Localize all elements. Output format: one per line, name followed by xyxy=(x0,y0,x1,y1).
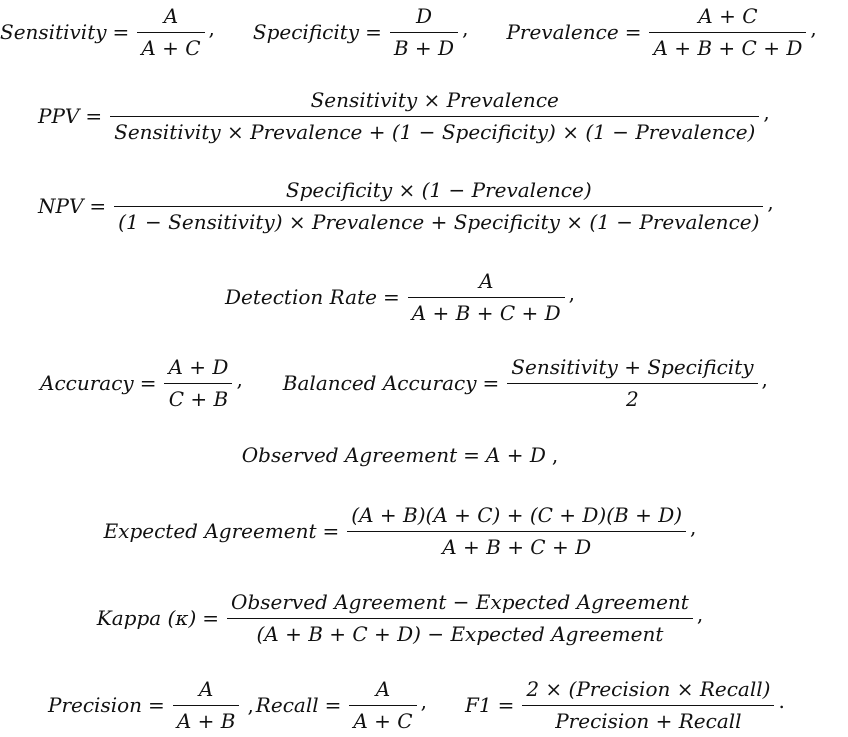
detection-rate-lhs: Detection Rate xyxy=(224,285,377,309)
observed-agreement-rhs: A + D xyxy=(485,443,546,467)
comma: , xyxy=(247,693,254,717)
expected-agreement-denominator: A + B + C + D xyxy=(442,534,592,559)
sensitivity-denominator: A + C xyxy=(141,35,201,60)
equals-sign: = xyxy=(365,20,382,44)
ppv-fraction xyxy=(110,89,759,144)
expected-agreement-fraction xyxy=(347,504,686,559)
ppv-lhs: PPV xyxy=(38,104,80,128)
recall-denominator: A + C xyxy=(353,708,413,733)
observed-agreement-formula xyxy=(242,445,558,465)
precision-fraction xyxy=(173,678,240,733)
comma: , xyxy=(462,15,469,40)
equals-sign: = xyxy=(463,443,480,467)
balanced-accuracy-fraction xyxy=(507,356,757,411)
comma: , xyxy=(420,688,427,713)
equation-row-1 xyxy=(0,0,817,64)
prevalence-formula xyxy=(506,5,816,60)
recall-formula xyxy=(247,678,427,733)
accuracy-fraction xyxy=(164,356,232,411)
prevalence-numerator: A + C xyxy=(698,3,758,28)
specificity-numerator: D xyxy=(415,3,432,28)
equals-sign: = xyxy=(624,20,642,44)
prevalence-lhs: Prevalence xyxy=(506,20,619,44)
sensitivity-lhs: Sensitivity xyxy=(0,20,107,44)
ppv-numerator: Sensitivity × Prevalence xyxy=(310,87,559,112)
prevalence-denominator: A + B + C + D xyxy=(653,35,803,60)
equals-sign: = xyxy=(324,693,342,717)
kappa-lhs: Kappa (κ) xyxy=(96,606,197,630)
npv-denominator: (1 − Sensitivity) × Prevalence + Specificity × (1 − Prevalence) xyxy=(118,209,760,234)
kappa-numerator: Observed Agreement − Expected Agreement xyxy=(231,589,689,614)
equals-sign: = xyxy=(382,285,400,309)
recall-lhs: Recall xyxy=(255,693,319,717)
balanced-accuracy-lhs: Balanced Accuracy xyxy=(282,371,477,395)
comma: , xyxy=(551,443,559,467)
detection-rate-fraction xyxy=(408,270,565,325)
equals-sign: = xyxy=(148,693,165,717)
equals-sign: = xyxy=(89,194,107,218)
accuracy-denominator: C + B xyxy=(168,386,229,411)
f1-numerator: 2 × (Precision × Recall) xyxy=(526,676,771,701)
kappa-denominator: (A + B + C + D) − Expected Agreement xyxy=(256,621,664,646)
precision-formula xyxy=(48,678,241,733)
detection-rate-denominator: A + B + C + D xyxy=(411,300,561,325)
comma: , xyxy=(767,189,774,214)
comma: , xyxy=(690,514,697,539)
sensitivity-numerator: A xyxy=(163,3,179,28)
precision-denominator: A + B xyxy=(176,708,236,733)
equals-sign: = xyxy=(112,20,130,44)
npv-formula xyxy=(38,179,774,234)
equation-row-expected-agreement xyxy=(0,499,800,563)
comma: , xyxy=(236,366,243,391)
accuracy-formula xyxy=(40,356,243,411)
comma: , xyxy=(568,280,575,305)
kappa-formula xyxy=(97,591,703,646)
f1-denominator: Precision + Recall xyxy=(555,708,742,733)
equation-row-precision-recall-f1 xyxy=(0,673,848,737)
detection-rate-formula xyxy=(225,270,575,325)
comma: , xyxy=(810,15,817,40)
specificity-formula xyxy=(253,5,469,60)
accuracy-numerator: A + D xyxy=(168,354,229,379)
observed-agreement-lhs: Observed Agreement xyxy=(241,443,458,467)
equation-row-observed-agreement xyxy=(0,425,800,485)
npv-lhs: NPV xyxy=(38,194,84,218)
balanced-accuracy-numerator: Sensitivity + Specificity xyxy=(511,354,754,379)
sensitivity-formula xyxy=(0,5,215,60)
period: . xyxy=(778,688,785,713)
expected-agreement-numerator: (A + B)(A + C) + (C + D)(B + D) xyxy=(351,502,683,527)
equation-row-detection-rate xyxy=(0,265,800,329)
ppv-denominator: Sensitivity × Prevalence + (1 − Specificity) × (1 − Prevalence) xyxy=(114,119,756,144)
equals-sign: = xyxy=(85,104,103,128)
accuracy-lhs: Accuracy xyxy=(40,371,134,395)
sensitivity-fraction xyxy=(137,5,204,60)
recall-fraction xyxy=(349,678,416,733)
equals-sign: = xyxy=(202,606,220,630)
kappa-fraction xyxy=(227,591,693,646)
equals-sign: = xyxy=(497,693,515,717)
prevalence-fraction xyxy=(649,5,806,60)
balanced-accuracy-formula xyxy=(283,356,768,411)
equals-sign: = xyxy=(139,371,157,395)
precision-numerator: A xyxy=(198,676,214,701)
comma: , xyxy=(761,366,768,391)
equation-row-npv xyxy=(0,174,838,238)
ppv-formula xyxy=(38,89,770,144)
specificity-fraction xyxy=(390,5,458,60)
f1-lhs: F1 xyxy=(464,693,492,717)
npv-numerator: Specificity × (1 − Prevalence) xyxy=(285,177,592,202)
equation-row-kappa xyxy=(0,586,800,650)
equals-sign: = xyxy=(322,519,340,543)
comma: , xyxy=(696,601,704,626)
npv-fraction xyxy=(114,179,763,234)
f1-formula xyxy=(465,678,785,733)
detection-rate-numerator: A xyxy=(478,268,494,293)
comma: , xyxy=(763,99,770,124)
precision-lhs: Precision xyxy=(48,693,143,717)
equation-row-ppv xyxy=(0,84,838,148)
comma: , xyxy=(208,15,215,40)
balanced-accuracy-denominator: 2 xyxy=(626,386,639,411)
specificity-denominator: B + D xyxy=(393,35,455,60)
equation-row-accuracy xyxy=(0,351,840,415)
expected-agreement-formula xyxy=(104,504,697,559)
f1-fraction xyxy=(522,678,774,733)
equals-sign: = xyxy=(482,371,500,395)
specificity-lhs: Specificity xyxy=(252,20,360,44)
expected-agreement-lhs: Expected Agreement xyxy=(103,519,317,543)
recall-numerator: A xyxy=(375,676,391,701)
